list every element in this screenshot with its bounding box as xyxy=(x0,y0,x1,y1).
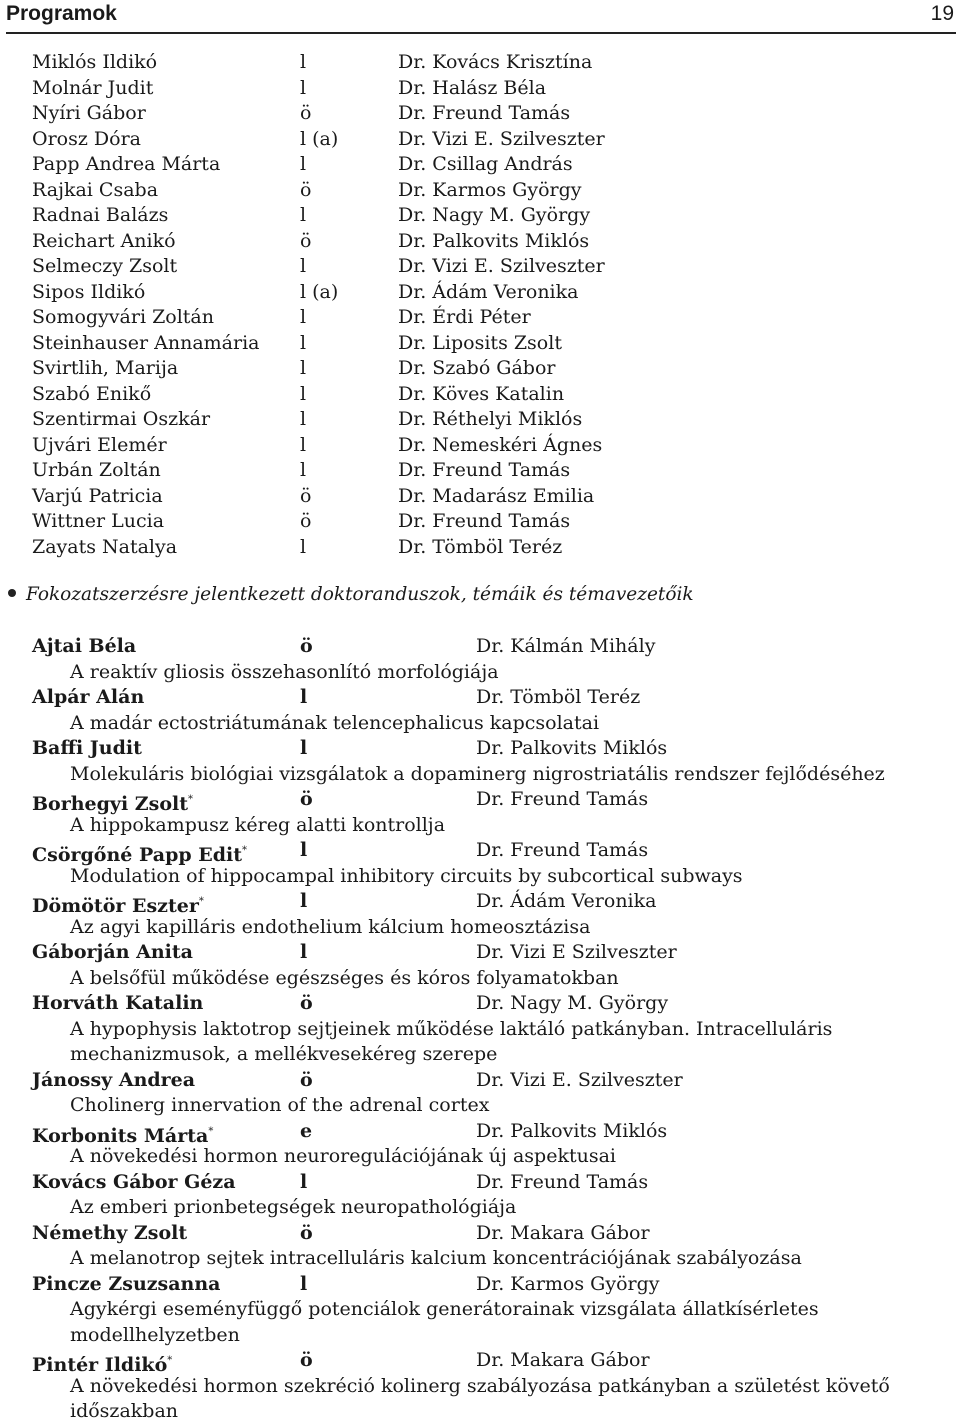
student-list xyxy=(32,50,932,560)
program-code: e xyxy=(300,1119,313,1142)
student-row xyxy=(32,433,932,459)
program-code: ö xyxy=(300,1068,313,1091)
program-code: l xyxy=(300,255,307,277)
candidate-head xyxy=(32,634,957,660)
candidate-name-wrap xyxy=(32,634,136,660)
supervisor-name: Dr. Vizi E. Szilveszter xyxy=(398,127,605,150)
student-row xyxy=(32,509,932,535)
program-code: l xyxy=(300,686,308,708)
supervisor-name: Dr. Freund Tamás xyxy=(476,839,649,861)
student-row xyxy=(32,407,932,433)
student-row xyxy=(32,535,932,561)
candidate-name-wrap xyxy=(32,940,193,966)
thesis-topic: A reaktív gliosis összehasonlító morfológiája xyxy=(70,660,499,683)
candidate-head xyxy=(32,991,957,1017)
program-code: l xyxy=(300,382,307,405)
thesis-topic: Modulation of hippocampal inhibitory circuits by subcortical subways xyxy=(70,864,743,887)
supervisor-name: Dr. Kálmán Mihály xyxy=(476,635,656,657)
supervisor-name: Dr. Érdi Péter xyxy=(398,306,531,328)
supervisor-name: Dr. Makara Gábor xyxy=(476,1221,650,1244)
student-row xyxy=(32,76,932,102)
program-code: ö xyxy=(300,635,313,657)
student-name: Miklós Ildikó xyxy=(32,51,158,73)
candidate-name-wrap xyxy=(32,1348,172,1379)
candidate-head xyxy=(32,1068,957,1094)
program-code: l xyxy=(300,459,307,481)
student-name: Reichart Anikó xyxy=(32,229,176,252)
candidate-entry xyxy=(32,685,957,736)
page-number: 19 xyxy=(930,2,954,25)
program-code: l (a) xyxy=(300,280,339,303)
candidate-entry xyxy=(32,940,957,991)
supervisor-name: Dr. Freund Tamás xyxy=(398,510,571,532)
candidate-head xyxy=(32,1119,957,1145)
program-code: l xyxy=(300,1272,308,1295)
student-name: Szentirmai Oszkár xyxy=(32,408,211,430)
supervisor-name: Dr. Karmos György xyxy=(476,1272,660,1295)
program-code: ö xyxy=(300,484,312,507)
student-row xyxy=(32,229,932,255)
asterisk-mark: * xyxy=(198,896,204,907)
candidate-name: Borhegyi Zsolt xyxy=(32,793,189,815)
candidate-name-wrap xyxy=(32,838,247,869)
thesis-topic: Molekuláris biológiai vizsgálatok a dopaminerg nigrostriatális rendszer fejlődéséhez xyxy=(70,762,885,785)
program-code: l xyxy=(300,153,307,175)
program-code: l xyxy=(300,204,307,226)
candidate-name: Jánossy Andrea xyxy=(32,1068,196,1091)
program-code: l xyxy=(300,433,307,456)
student-name: Zayats Natalya xyxy=(32,535,178,558)
student-name: Wittner Lucia xyxy=(32,510,165,532)
supervisor-name: Dr. Nagy M. György xyxy=(398,204,591,226)
supervisor-name: Dr. Halász Béla xyxy=(398,76,547,99)
student-name: Rajkai Csaba xyxy=(32,178,159,201)
student-row xyxy=(32,305,932,331)
candidate-name-wrap xyxy=(32,1068,195,1094)
candidate-name-wrap xyxy=(32,1170,236,1196)
candidate-name: Csörgőné Papp Edit xyxy=(32,844,243,866)
thesis-topic: Az emberi prionbetegségek neuropathológiája xyxy=(70,1196,517,1218)
thesis-topic: A növekedési hormon szekréció kolinerg szabályozása patkányban a születést követő időszakban xyxy=(70,1374,890,1422)
student-name: Molnár Judit xyxy=(32,76,154,99)
supervisor-name: Dr. Szabó Gábor xyxy=(398,357,556,379)
thesis-topic: A hypophysis laktotrop sejtjeinek működése laktáló patkányban. Intracelluláris mechanizmusok, a mellékvesekéreg szerepe xyxy=(70,1017,833,1065)
program-code: ö xyxy=(300,102,312,124)
program-code: l xyxy=(300,941,308,963)
supervisor-name: Dr. Palkovits Miklós xyxy=(398,229,590,252)
student-row xyxy=(32,382,932,408)
asterisk-mark: * xyxy=(188,794,194,805)
candidate-head xyxy=(32,838,957,864)
candidate-head xyxy=(32,1170,957,1196)
candidate-entry xyxy=(32,634,957,685)
candidate-name: Gáborján Anita xyxy=(32,941,193,963)
thesis-topic: A melanotrop sejtek intracelluláris kalcium koncentrációjának szabályozása xyxy=(70,1247,802,1269)
student-row xyxy=(32,254,932,280)
student-name: Papp Andrea Márta xyxy=(32,153,221,175)
candidate-head xyxy=(32,889,957,915)
supervisor-name: Dr. Nagy M. György xyxy=(476,992,669,1014)
student-row xyxy=(32,101,932,127)
program-code: l xyxy=(300,331,307,354)
bullet-icon xyxy=(8,589,16,597)
candidate-name-wrap xyxy=(32,889,204,920)
supervisor-name: Dr. Vizi E Szilveszter xyxy=(476,941,677,963)
asterisk-mark: * xyxy=(167,1355,173,1366)
candidate-list xyxy=(32,634,957,1425)
program-code: l xyxy=(300,737,308,759)
student-name: Selmeczy Zsolt xyxy=(32,255,178,277)
supervisor-name: Dr. Freund Tamás xyxy=(398,102,571,124)
program-code: l (a) xyxy=(300,127,339,150)
candidate-name: Alpár Alán xyxy=(32,686,145,708)
program-code: l xyxy=(300,408,307,430)
student-row xyxy=(32,50,932,76)
candidate-entry xyxy=(32,1221,957,1272)
program-code: ö xyxy=(300,178,312,201)
supervisor-name: Dr. Freund Tamás xyxy=(476,1170,649,1193)
supervisor-name: Dr. Tömböl Teréz xyxy=(398,535,563,558)
thesis-topic: A növekedési hormon neuroregulációjának új aspektusai xyxy=(70,1145,616,1167)
page-header xyxy=(0,0,960,34)
candidate-name: Korbonits Márta xyxy=(32,1124,209,1147)
student-row xyxy=(32,127,932,153)
candidate-name-wrap xyxy=(32,991,203,1017)
program-code: l xyxy=(300,839,308,861)
candidate-name-wrap xyxy=(32,787,193,818)
program-code: ö xyxy=(300,510,312,532)
student-name: Svirtlih, Marija xyxy=(32,357,179,379)
student-name: Somogyvári Zoltán xyxy=(32,306,214,328)
candidate-entry xyxy=(32,1119,957,1170)
supervisor-name: Dr. Palkovits Miklós xyxy=(476,1119,668,1142)
asterisk-mark: * xyxy=(208,1125,214,1137)
thesis-topic: Az agyi kapilláris endothelium kálcium homeosztázisa xyxy=(70,915,591,938)
supervisor-name: Dr. Réthelyi Miklós xyxy=(398,408,583,430)
supervisor-name: Dr. Vizi E. Szilveszter xyxy=(476,1068,683,1091)
asterisk-mark: * xyxy=(242,845,248,856)
thesis-topic: A madár ectostriátumának telencephalicus kapcsolatai xyxy=(70,711,600,734)
program-code: l xyxy=(300,51,307,73)
supervisor-name: Dr. Köves Katalin xyxy=(398,382,565,405)
candidate-name-wrap xyxy=(32,736,142,762)
program-code: ö xyxy=(300,229,312,252)
supervisor-name: Dr. Vizi E. Szilveszter xyxy=(398,255,605,277)
candidate-name: Baffi Judit xyxy=(32,737,142,759)
program-code: ö xyxy=(300,1221,313,1244)
candidate-entry xyxy=(32,991,957,1068)
supervisor-name: Dr. Karmos György xyxy=(398,178,582,201)
student-name: Radnai Balázs xyxy=(32,204,169,226)
candidate-name: Némethy Zsolt xyxy=(32,1221,188,1244)
candidate-head xyxy=(32,1221,957,1247)
program-code: ö xyxy=(300,1349,313,1371)
header-title: Programok xyxy=(6,2,117,25)
candidate-name: Pincze Zsuzsanna xyxy=(32,1272,221,1295)
thesis-topic: Agykérgi eseményfüggő potenciálok generátorainak vizsgálata állatkísérletes modellhelyzetben xyxy=(70,1298,819,1346)
student-name: Steinhauser Annamária xyxy=(32,331,260,354)
student-row xyxy=(32,203,932,229)
supervisor-name: Dr. Nemeskéri Ágnes xyxy=(398,433,603,456)
candidate-name: Ajtai Béla xyxy=(32,635,137,657)
candidate-head xyxy=(32,1272,957,1298)
program-code: ö xyxy=(300,788,313,810)
candidate-name-wrap xyxy=(32,1119,213,1150)
student-name: Urbán Zoltán xyxy=(32,459,161,481)
student-name: Ujvári Elemér xyxy=(32,433,167,456)
program-code: l xyxy=(300,76,307,99)
student-name: Varjú Patricia xyxy=(32,484,163,507)
supervisor-name: Dr. Freund Tamás xyxy=(398,459,571,481)
candidate-entry xyxy=(32,1068,957,1119)
student-row xyxy=(32,331,932,357)
program-code: l xyxy=(300,1170,308,1193)
student-name: Sipos Ildikó xyxy=(32,280,146,303)
candidate-name: Horváth Katalin xyxy=(32,992,204,1014)
candidate-entry xyxy=(32,1170,957,1221)
supervisor-name: Dr. Ádám Veronika xyxy=(398,280,579,303)
header-rule xyxy=(6,32,956,34)
program-code: l xyxy=(300,890,308,912)
student-row xyxy=(32,178,932,204)
supervisor-name: Dr. Ádám Veronika xyxy=(476,890,657,912)
supervisor-name: Dr. Kovács Krisztína xyxy=(398,51,593,73)
supervisor-name: Dr. Freund Tamás xyxy=(476,788,649,810)
candidate-name: Kovács Gábor Géza xyxy=(32,1170,236,1193)
candidate-head xyxy=(32,1348,957,1374)
supervisor-name: Dr. Makara Gábor xyxy=(476,1349,650,1371)
candidate-entry xyxy=(32,1272,957,1349)
student-row xyxy=(32,356,932,382)
student-row xyxy=(32,280,932,306)
thesis-topic: A belsőfül működése egészséges és kóros folyamatokban xyxy=(70,966,619,989)
candidate-name-wrap xyxy=(32,685,144,711)
program-code: l xyxy=(300,535,307,558)
candidate-head xyxy=(32,787,957,813)
program-code: ö xyxy=(300,992,313,1014)
candidate-name-wrap xyxy=(32,1272,221,1298)
student-row xyxy=(32,458,932,484)
supervisor-name: Dr. Tömböl Teréz xyxy=(476,686,641,708)
student-name: Szabó Enikő xyxy=(32,382,152,405)
supervisor-name: Dr. Csillag András xyxy=(398,153,573,175)
program-code: l xyxy=(300,306,307,328)
candidate-name: Pintér Ildikó xyxy=(32,1354,168,1376)
student-name: Orosz Dóra xyxy=(32,127,141,150)
candidate-entry xyxy=(32,736,957,787)
section-heading xyxy=(8,584,694,605)
student-row xyxy=(32,152,932,178)
candidate-name: Dömötör Eszter xyxy=(32,895,199,917)
candidate-entry xyxy=(32,787,957,838)
candidate-head xyxy=(32,940,957,966)
supervisor-name: Dr. Madarász Emilia xyxy=(398,484,595,507)
section-title: Fokozatszerzésre jelentkezett doktoranduszok, témáik és témavezetőik xyxy=(26,584,694,605)
student-name: Nyíri Gábor xyxy=(32,102,146,124)
candidate-head xyxy=(32,736,957,762)
candidate-entry xyxy=(32,838,957,889)
supervisor-name: Dr. Palkovits Miklós xyxy=(476,737,668,759)
supervisor-name: Dr. Liposits Zsolt xyxy=(398,331,562,354)
program-code: l xyxy=(300,357,307,379)
candidate-entry xyxy=(32,889,957,940)
candidate-entry xyxy=(32,1348,957,1425)
thesis-topic: A hippokampusz kéreg alatti kontrollja xyxy=(70,813,446,836)
candidate-head xyxy=(32,685,957,711)
student-row xyxy=(32,484,932,510)
candidate-name-wrap xyxy=(32,1221,187,1247)
thesis-topic: Cholinerg innervation of the adrenal cortex xyxy=(70,1094,490,1116)
